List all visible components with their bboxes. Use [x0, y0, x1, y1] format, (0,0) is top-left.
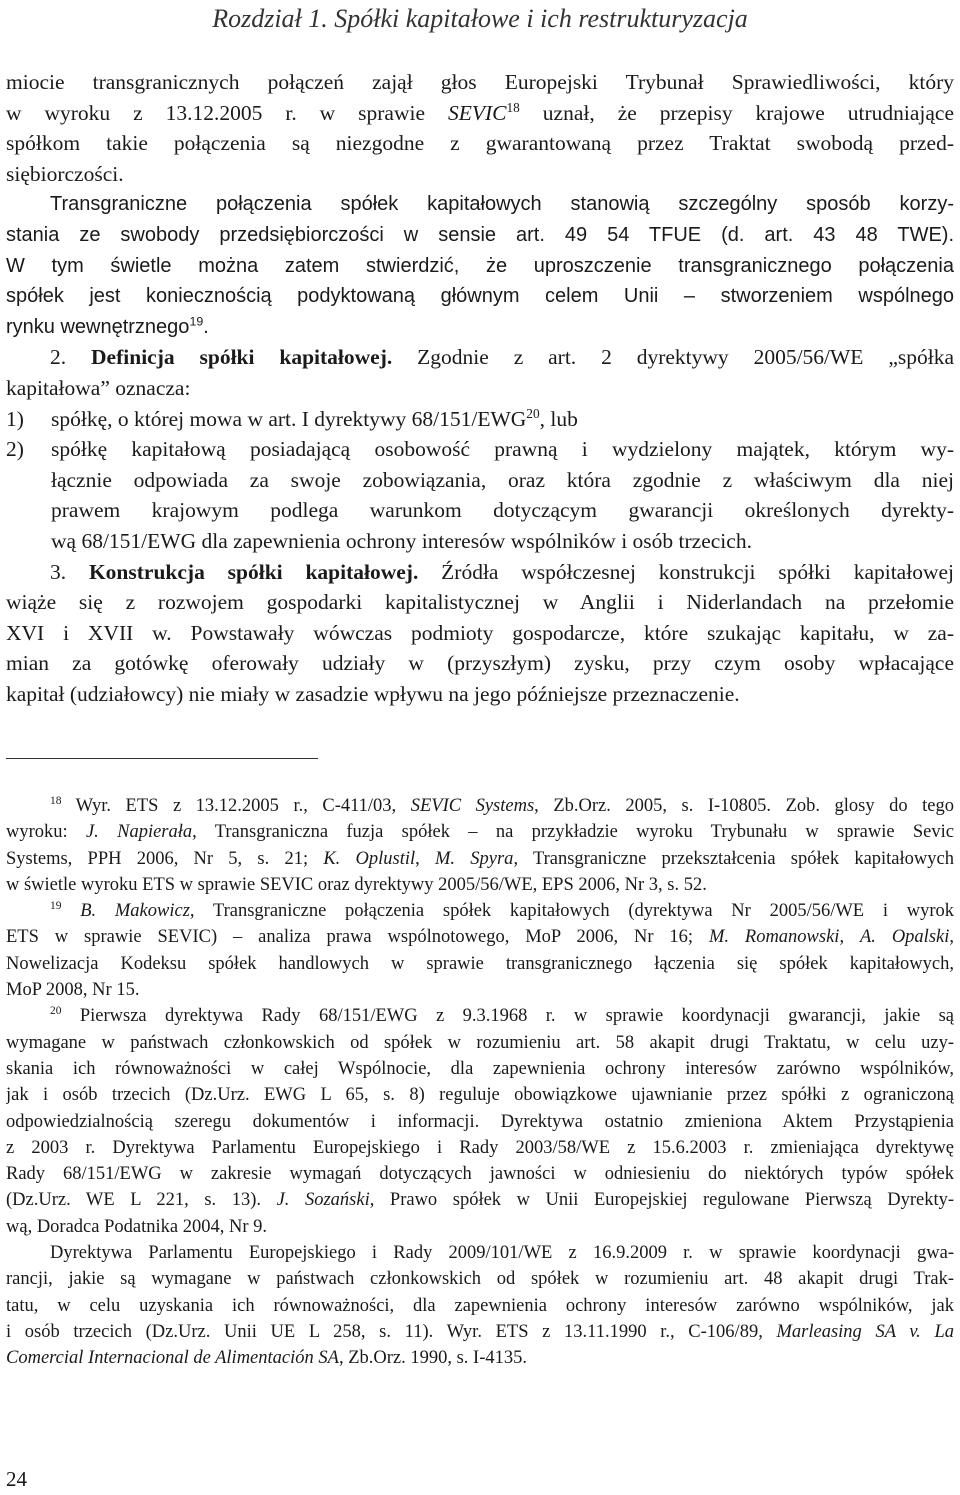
- text-line: Nowelizacja Kodeksu spółek handlowych w sprawie transgranicznego łączenia się spółek kapitałowych,: [6, 953, 954, 974]
- author-name: J. Napierała: [85, 822, 193, 843]
- page-number: 24: [6, 1467, 27, 1491]
- case-name-sevic: SEVIC: [447, 100, 507, 125]
- text-run: spółkę kapitałową posiadającą osobowość prawną i wydzielony majątek, którym wy-: [51, 437, 954, 462]
- text-line: [6, 924, 954, 950]
- text-run: , Transgraniczna fuzja spółek – na przykładzie wyroku Trybunału w sprawie Sevic: [192, 822, 954, 843]
- text-run: spółkę, o której mowa w art. I dyrektywy 68/151/EWG: [51, 406, 527, 431]
- footnote-number: 20: [50, 1005, 62, 1018]
- text-line: z 2003 r. Dyrektywa Parlamentu Europejskiego i Rady 2003/58/WE z 15.6.2003 r. zmieniająca dyrektywę: [6, 1137, 954, 1158]
- footnote-number: 19: [50, 900, 62, 913]
- definition-list: [6, 404, 954, 557]
- text-run: ETS w sprawie SEVIC) – analiza prawa wspólnotowego, MoP 2006, Nr 16;: [6, 927, 709, 948]
- text-run: Źródła współczesnej konstrukcji spółki kapitałowej: [418, 559, 954, 584]
- footnote-18: [6, 793, 954, 898]
- text-line: w świetle wyroku ETS w sprawie SEVIC oraz dyrektywy 2005/56/WE, EPS 2006, Nr 3, s. 52.: [6, 874, 707, 895]
- main-text: [6, 67, 954, 709]
- footnotes: [6, 793, 954, 1372]
- footnote-20: [6, 1003, 954, 1371]
- author-name: B. Makowicz: [80, 901, 190, 922]
- text-line: [6, 1003, 954, 1029]
- author-name: A. Opalski: [859, 927, 950, 948]
- text-line: [6, 342, 954, 373]
- section-heading: Definicja spółki kapitałowej.: [91, 345, 393, 370]
- text-line: [6, 793, 954, 819]
- text-run-italic: SEVIC Systems: [410, 796, 535, 816]
- text-run: ,: [415, 848, 435, 869]
- text-run: , Transgraniczne przekształcenia spółek kapitałowych: [513, 848, 954, 869]
- text-run: .: [203, 315, 209, 338]
- text-run: Zgodnie z art. 2 dyrektywy 2005/56/WE „spółka: [392, 345, 954, 370]
- text-run: uznał, że przepisy krajowe utrudniające: [519, 100, 954, 125]
- text-line: [6, 557, 954, 588]
- text-line: XVI i XVII w. Powstawały wówczas podmioty gospodarcze, które szukając kapitału, w za-: [6, 620, 954, 645]
- footnote-19: [6, 898, 954, 1003]
- text-line: [6, 1345, 954, 1371]
- case-name: Marleasing SA v. La: [776, 1321, 954, 1342]
- text-line: wymagane w państwach członkowskich od spółek w rozumieniu art. 58 akapit drugi Traktatu, w celu uzy-: [6, 1032, 954, 1053]
- text-line: łącznie odpowiada za swoje zobowiązania, oraz która zgodnie z właściwym dla niej: [51, 467, 954, 492]
- text-run: wyroku:: [6, 822, 86, 843]
- text-run: , lub: [539, 406, 578, 431]
- list-marker: 2): [6, 437, 24, 462]
- section-number: 3.: [50, 559, 89, 584]
- text-run: , Zb.Orz. 1990, s. I-4135.: [338, 1348, 527, 1369]
- author-name: M. Romanowski: [708, 927, 840, 948]
- text-run: [61, 901, 80, 921]
- text-line: stania ze swobody przedsiębiorczości w sensie art. 49 54 TFUE (d. art. 43 48 TWE).: [6, 223, 954, 246]
- case-name: Comercial Internacional de Alimentación SA: [6, 1348, 339, 1369]
- author-name: J. Sozański: [276, 1190, 370, 1211]
- list-item: [6, 434, 954, 465]
- text-line: [6, 312, 954, 343]
- text-line: siębiorczości.: [6, 161, 124, 186]
- footnote-ref-20[interactable]: 20: [526, 405, 540, 421]
- text-run: Systems, PPH 2006, Nr 5, s. 21;: [6, 848, 324, 869]
- text-line: [6, 898, 954, 924]
- text-run: w wyroku z 13.12.2005 r. w sprawie: [6, 100, 448, 125]
- text-line: spółkom takie połączenia są niezgodne z gwarantowaną przez Traktat swobodą przed-: [6, 131, 954, 156]
- text-line: wiąże się z rozwojem gospodarki kapitalistycznej w Anglii i Niderlandach na przełomie: [6, 590, 954, 615]
- list-marker: 1): [6, 406, 24, 431]
- text-line: kapitał (udziałowcy) nie miały w zasadzie wpływu na jego późniejsze przeznaczenie.: [6, 681, 740, 706]
- text-line: wą 68/151/EWG dla zapewnienia ochrony interesów wspólników i osób trzecich.: [51, 528, 752, 553]
- footnote-number: 18: [50, 794, 62, 807]
- section-heading: Konstrukcja spółki kapitałowej.: [88, 559, 419, 584]
- text-line: [6, 98, 954, 129]
- text-run: i osób trzecich (Dz.Urz. Unii UE L 258, s. 11). Wyr. ETS z 13.11.1990 r., C-106/89,: [6, 1321, 777, 1342]
- text-run: , Transgraniczne połączenia spółek kapitałowych (dyrektywa Nr 2005/56/WE i wyrok: [189, 901, 954, 922]
- text-run: Wyr. ETS z 13.12.2005 r., C-411/03,: [61, 796, 411, 816]
- text-line: kapitałowa” oznacza:: [6, 375, 191, 400]
- text-line: odpowiedzialnością szeregu dokumentów i informacji. Dyrektywa ostatnio zmieniona Aktem Przystąpienia: [6, 1111, 954, 1132]
- text-run: ,: [949, 927, 954, 948]
- section-2-definicja: [6, 342, 954, 403]
- text-line: Transgraniczne połączenia spółek kapitałowych stanowią szczególny sposób korzy-: [50, 193, 954, 216]
- text-line: MoP 2008, Nr 15.: [6, 980, 140, 1001]
- text-line: Dyrektywa Parlamentu Europejskiego i Rady 2009/101/WE z 16.9.2009 r. w sprawie koordynacji gwa-: [50, 1243, 954, 1264]
- text-line: [6, 1319, 954, 1345]
- text-line: spółek jest koniecznością podyktowaną głównym celem Unii – stworzeniem wspólnego: [6, 285, 954, 308]
- text-run: Pierwsza dyrektywa Rady 68/151/EWG z 9.3.1968 r. w sprawie koordynacji gwarancji, jakie są: [61, 1006, 954, 1027]
- paragraph-sevic: [6, 67, 954, 189]
- text-run: rynku wewnętrznego: [6, 315, 190, 338]
- text-line: miocie transgranicznych połączeń zajął głos Europejski Trybunał Sprawiedliwości, który: [6, 70, 954, 94]
- footnote-separator: [6, 758, 318, 759]
- text-line: mian za gotówkę oferowały udziały w (przyszłym) zysku, przy czym osoby wpłacające: [6, 651, 954, 676]
- section-number: 2.: [50, 345, 92, 370]
- text-line: wą, Doradca Podatnika 2004, Nr 9.: [6, 1216, 267, 1237]
- text-line: [6, 819, 954, 845]
- paragraph-transgraniczne: [6, 189, 954, 342]
- text-line: tatu, w celu uzyskania ich równoważności, dla zapewnienia ochrony interesów zarówno wspólników, jak: [6, 1295, 954, 1316]
- running-header: Rozdział 1. Spółki kapitałowe i ich restrukturyzacja: [212, 4, 748, 33]
- footnote-ref-19[interactable]: 19: [189, 314, 204, 329]
- text-run: ,: [839, 927, 860, 948]
- author-name: K. Oplustil: [323, 848, 416, 869]
- footnote-ref-18[interactable]: 18: [506, 99, 520, 115]
- text-run: (Dz.Urz. WE L 221, s. 13).: [6, 1190, 277, 1211]
- text-line: W tym świetle można zatem stwierdzić, że uproszczenie transgranicznego połączenia: [6, 254, 954, 277]
- text-line: Rady 68/151/EWG w zakresie wymagań dotyczących jawności w odniesieniu do niektórych typów spółek: [6, 1164, 954, 1185]
- text-line: prawem krajowym podlega warunkom dotyczącym gwarancji określonych dyrekty-: [51, 498, 954, 523]
- document-page: [6, 0, 954, 1495]
- text-line: jak i osób trzecich (Dz.Urz. EWG L 65, s. 8) reguluje obowiązkowe ujawnianie przez spółki z ograniczoną: [6, 1085, 954, 1106]
- text-run: , Zb.Orz. 2005, s. I-10805. Zob. glosy do tego: [534, 796, 954, 816]
- text-line: skania ich równoważności w całej Wspólnocie, dla zapewnienia ochrony interesów zarówno wspólników,: [6, 1058, 954, 1079]
- section-3-konstrukcja: [6, 557, 954, 710]
- text-line: rancji, jakie są wymagane w państwach członkowskich od spółek w rozumieniu art. 48 akapit drugi Trak-: [6, 1269, 954, 1290]
- author-name: M. Spyra: [435, 848, 514, 869]
- text-line: [6, 846, 954, 872]
- text-line: [6, 1187, 954, 1213]
- text-run: , Prawo spółek w Unii Europejskiej regulowane Pierwszą Dyrekty-: [369, 1190, 954, 1211]
- list-item: [6, 404, 954, 435]
